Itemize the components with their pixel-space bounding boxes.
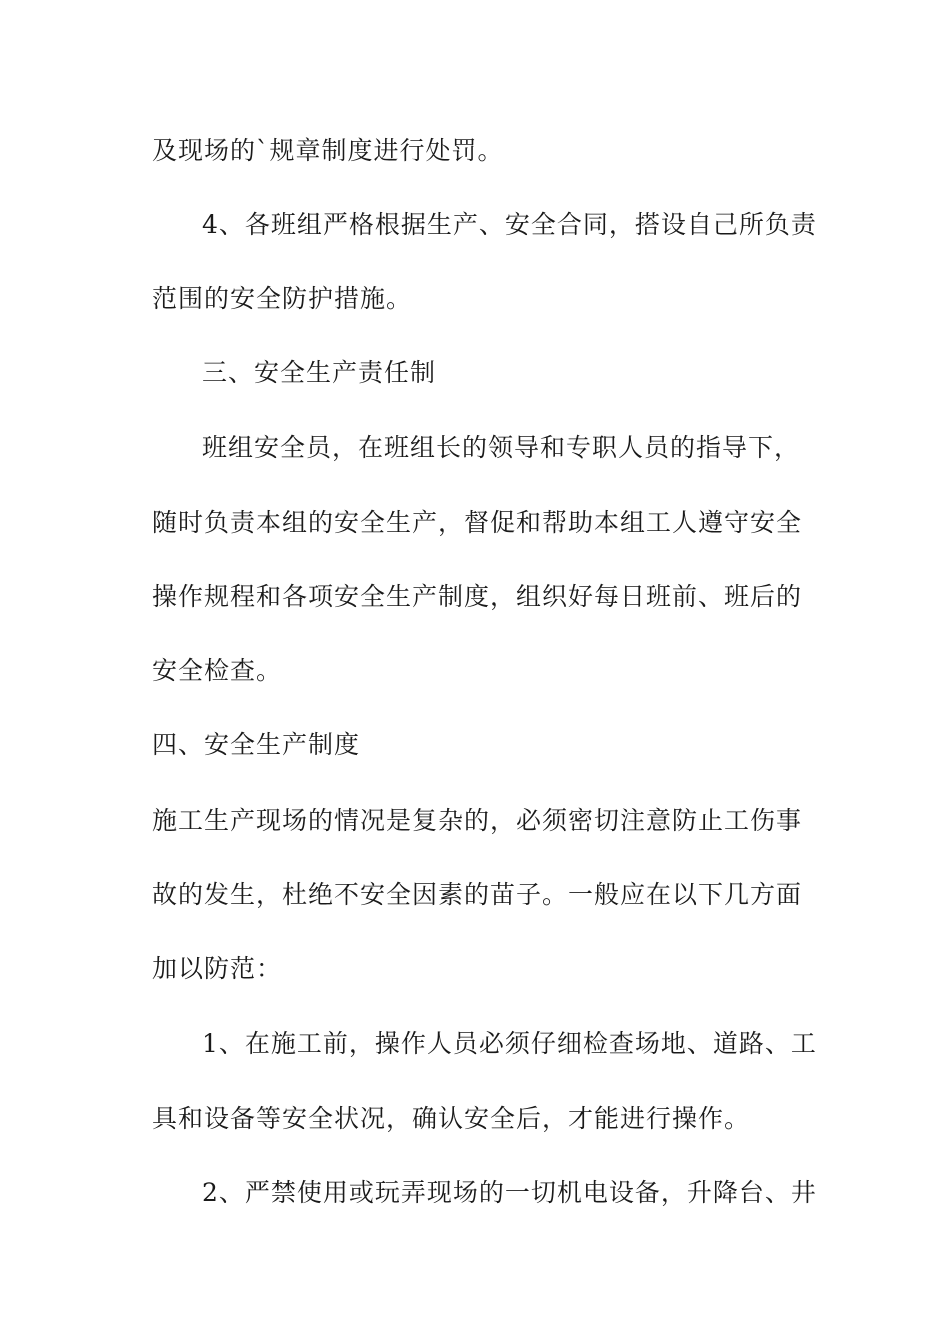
- text-line-14: 具和设备等安全状况，确认安全后，才能进行操作。: [152, 1104, 751, 1133]
- text-line-12: 加以防范：: [152, 954, 283, 983]
- text-line-6: 随时负责本组的安全生产，督促和帮助本组工人遵守安全: [152, 508, 803, 537]
- text-line-5: 班组安全员，在班组长的领导和专职人员的指导下，: [202, 433, 801, 462]
- text-line-10: 施工生产现场的情况是复杂的，必须密切注意防止工伤事: [152, 806, 803, 835]
- text-line-1: 及现场的`规章制度进行处罚。: [152, 136, 504, 165]
- text-line-11: 故的发生，杜绝不安全因素的苗子。一般应在以下几方面: [152, 880, 803, 909]
- text-line-3: 范围的安全防护措施。: [152, 284, 413, 313]
- text-line-2: 4、各班组严格根据生产、安全合同，搭设自己所负责: [202, 210, 817, 239]
- text-line-8: 安全检查。: [152, 656, 283, 685]
- section-heading-4: 四、安全生产制度: [152, 730, 361, 759]
- text-line-15: 2、严禁使用或玩弄现场的一切机电设备，升降台、井: [202, 1178, 817, 1207]
- text-line-13: 1、在施工前，操作人员必须仔细检查场地、道路、工: [202, 1029, 817, 1058]
- section-heading-3: 三、安全生产责任制: [202, 358, 437, 387]
- text-line-7: 操作规程和各项安全生产制度，组织好每日班前、班后的: [152, 582, 803, 611]
